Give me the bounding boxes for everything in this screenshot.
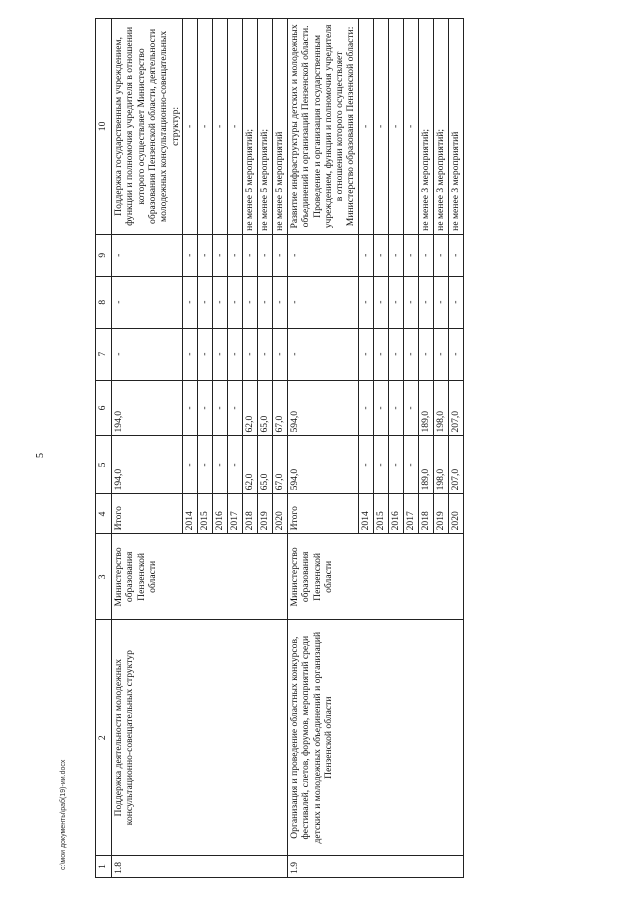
activity-name: Организация и проведение областных конкурсов, фестивалей, слетов, форумов, мероприятий среди детских и молодежных объединений и организаций Пензенской области (287, 620, 463, 856)
header-cell: 8 (96, 276, 112, 328)
cell-c5: 194,0 (112, 436, 183, 494)
cell-c5: - (388, 436, 403, 494)
year-cell: 2019 (257, 494, 272, 534)
cell-c8: - (358, 276, 373, 328)
cell-c6: - (227, 380, 242, 436)
result-text: Развитие инфраструктуры детских и молодежных объединений и организаций Пензенской области. Проведение и организация государственным учреждением, функции и полномочия учредителя в отношении которого осуществляет Министерство образования Пензенской области: (287, 19, 358, 235)
cell-c7: - (433, 328, 448, 380)
cell-c8: - (388, 276, 403, 328)
cell-c9: - (433, 234, 448, 276)
cell-c8: - (287, 276, 358, 328)
cell-c5: - (358, 436, 373, 494)
year-cell: 2019 (433, 494, 448, 534)
cell-c10: - (358, 19, 373, 235)
cell-c10: не менее 5 мероприятий (272, 19, 287, 235)
cell-c8: - (403, 276, 418, 328)
year-cell: 2016 (388, 494, 403, 534)
cell-c9: - (227, 234, 242, 276)
cell-c9: - (448, 234, 463, 276)
cell-c6: - (182, 380, 197, 436)
cell-c7: - (287, 328, 358, 380)
header-cell: 3 (96, 534, 112, 620)
cell-c6: - (358, 380, 373, 436)
cell-c10: не менее 5 мероприятий; (257, 19, 272, 235)
cell-c7: - (227, 328, 242, 380)
cell-c8: - (182, 276, 197, 328)
header-cell: 1 (96, 856, 112, 878)
total-label: Итого (112, 494, 183, 534)
cell-c6: - (212, 380, 227, 436)
cell-c8: - (418, 276, 433, 328)
cell-c6: - (197, 380, 212, 436)
cell-c5: - (182, 436, 197, 494)
header-cell: 7 (96, 328, 112, 380)
cell-c6: 189,0 (418, 380, 433, 436)
cell-c5: 67,0 (272, 436, 287, 494)
cell-c6: - (403, 380, 418, 436)
cell-c9: - (388, 234, 403, 276)
cell-c5: 207,0 (448, 436, 463, 494)
executor: Министерство образования Пензенской области (287, 534, 463, 620)
cell-c7: - (418, 328, 433, 380)
cell-c7: - (242, 328, 257, 380)
cell-c10: - (197, 19, 212, 235)
cell-c10: - (227, 19, 242, 235)
header-cell: 2 (96, 620, 112, 856)
cell-c6: - (388, 380, 403, 436)
cell-c5: - (373, 436, 388, 494)
cell-c7: - (403, 328, 418, 380)
cell-c8: - (212, 276, 227, 328)
header-row (96, 19, 112, 878)
cell-c7: - (212, 328, 227, 380)
cell-c9: - (358, 234, 373, 276)
cell-c9: - (373, 234, 388, 276)
cell-c5: 65,0 (257, 436, 272, 494)
program-table (95, 18, 464, 878)
cell-c6: 67,0 (272, 380, 287, 436)
activity-name: Поддержка деятельности молодежных консультационно-совещательных структур (112, 620, 288, 856)
year-cell: 2015 (373, 494, 388, 534)
cell-c8: - (272, 276, 287, 328)
cell-c10: - (373, 19, 388, 235)
year-cell: 2018 (418, 494, 433, 534)
cell-c9: - (403, 234, 418, 276)
year-cell: 2018 (242, 494, 257, 534)
cell-c10: не менее 3 мероприятий; (433, 19, 448, 235)
cell-c10: не менее 3 мероприятий (448, 19, 463, 235)
total-label: Итого (287, 494, 358, 534)
cell-c9: - (242, 234, 257, 276)
cell-c7: - (182, 328, 197, 380)
cell-c7: - (358, 328, 373, 380)
cell-c10: не менее 5 мероприятий; (242, 19, 257, 235)
header-cell: 4 (96, 494, 112, 534)
cell-c7: - (388, 328, 403, 380)
header-cell: 10 (96, 19, 112, 235)
cell-c7: - (448, 328, 463, 380)
cell-c10: - (388, 19, 403, 235)
cell-c10: - (212, 19, 227, 235)
cell-c7: - (197, 328, 212, 380)
cell-c7: - (257, 328, 272, 380)
cell-c10: - (182, 19, 197, 235)
cell-c8: - (257, 276, 272, 328)
cell-c10: не менее 3 мероприятий; (418, 19, 433, 235)
year-cell: 2014 (182, 494, 197, 534)
cell-c5: 594,0 (287, 436, 358, 494)
cell-c5: 189,0 (418, 436, 433, 494)
year-cell: 2014 (358, 494, 373, 534)
cell-c9: - (197, 234, 212, 276)
year-cell: 2020 (272, 494, 287, 534)
cell-c5: - (197, 436, 212, 494)
executor: Министерство образования Пензенской области (112, 534, 288, 620)
cell-c5: - (227, 436, 242, 494)
cell-c6: 65,0 (257, 380, 272, 436)
cell-c9: - (112, 234, 183, 276)
cell-c5: 62,0 (242, 436, 257, 494)
row-number: 1.8 (112, 856, 288, 878)
cell-c8: - (242, 276, 257, 328)
year-cell: 2015 (197, 494, 212, 534)
cell-c9: - (212, 234, 227, 276)
cell-c8: - (112, 276, 183, 328)
header-cell: 9 (96, 234, 112, 276)
cell-c6: 594,0 (287, 380, 358, 436)
footer-file-path: c:\мои документы\раб(19)-ии.docx (60, 759, 67, 870)
cell-c6: 194,0 (112, 380, 183, 436)
row-number: 1.9 (287, 856, 463, 878)
table-row-1-9-total (287, 19, 358, 878)
cell-c9: - (272, 234, 287, 276)
result-text: Поддержка государственным учреждением, функции и полномочия учредителя в отношении которого осуществляет Министерство образования Пензенской области, деятельности молодежных консультационно-совещательных структур: (112, 19, 183, 235)
cell-c9: - (287, 234, 358, 276)
cell-c5: 198,0 (433, 436, 448, 494)
cell-c7: - (373, 328, 388, 380)
document-table-container (95, 18, 585, 878)
cell-c8: - (448, 276, 463, 328)
cell-c7: - (272, 328, 287, 380)
header-cell: 6 (96, 380, 112, 436)
cell-c6: 198,0 (433, 380, 448, 436)
year-cell: 2017 (227, 494, 242, 534)
year-cell: 2017 (403, 494, 418, 534)
cell-c8: - (197, 276, 212, 328)
page-number: 5 (35, 453, 46, 458)
cell-c8: - (227, 276, 242, 328)
cell-c5: - (212, 436, 227, 494)
cell-c9: - (418, 234, 433, 276)
table-row-1-8-total (112, 19, 183, 878)
cell-c6: - (373, 380, 388, 436)
cell-c8: - (373, 276, 388, 328)
cell-c9: - (182, 234, 197, 276)
year-cell: 2020 (448, 494, 463, 534)
cell-c8: - (433, 276, 448, 328)
cell-c10: - (403, 19, 418, 235)
cell-c6: 62,0 (242, 380, 257, 436)
cell-c7: - (112, 328, 183, 380)
cell-c5: - (403, 436, 418, 494)
cell-c9: - (257, 234, 272, 276)
header-cell: 5 (96, 436, 112, 494)
cell-c6: 207,0 (448, 380, 463, 436)
year-cell: 2016 (212, 494, 227, 534)
